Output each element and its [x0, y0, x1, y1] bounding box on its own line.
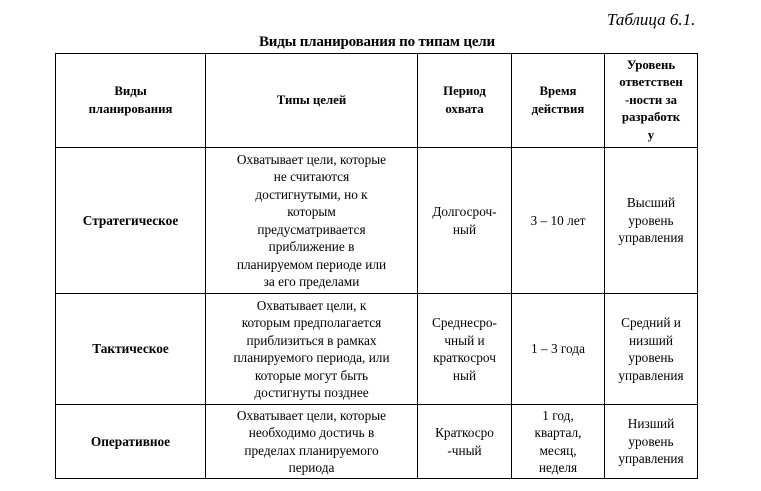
header-responsibility-level: Уровень ответствен -ности за разработк у [605, 54, 698, 148]
header-goal-types: Типы целей [206, 54, 418, 148]
table-row-tactical [56, 294, 698, 405]
cell-period: Долгосроч- ный [418, 148, 512, 294]
cell-planning-type: Оперативное [56, 405, 206, 479]
cell-time: 1 – 3 года [512, 294, 605, 405]
table-label: Таблица 6.1. [607, 10, 696, 29]
table-header-row [56, 54, 698, 148]
cell-period: Среднесро- чный и краткосроч ный [418, 294, 512, 405]
planning-types-table [55, 53, 698, 479]
cell-level: Низший уровень управления [605, 405, 698, 479]
cell-planning-type: Стратегическое [56, 148, 206, 294]
header-action-time: Время действия [512, 54, 605, 148]
cell-period: Краткосро -чный [418, 405, 512, 479]
table-row-strategic [56, 148, 698, 294]
table-title: Виды планирования по типам цели [259, 34, 495, 50]
header-planning-types: Виды планирования [56, 54, 206, 148]
cell-goals: Охватывает цели, к которым предполагается приблизиться в рамках планируемого периода, или которые могут быть достигнуты позднее [206, 294, 418, 405]
cell-goals: Охватывает цели, которые не считаются достигнутыми, но к которым предусматривается приближение в планируемом периоде или за его пределами [206, 148, 418, 294]
cell-level: Средний и низший уровень управления [605, 294, 698, 405]
cell-level: Высший уровень управления [605, 148, 698, 294]
cell-goals: Охватывает цели, которые необходимо достичь в пределах планируемого периода [206, 405, 418, 479]
cell-planning-type: Тактическое [56, 294, 206, 405]
table-row-operational [56, 405, 698, 479]
cell-time: 1 год, квартал, месяц, неделя [512, 405, 605, 479]
header-coverage-period: Период охвата [418, 54, 512, 148]
cell-time: 3 – 10 лет [512, 148, 605, 294]
